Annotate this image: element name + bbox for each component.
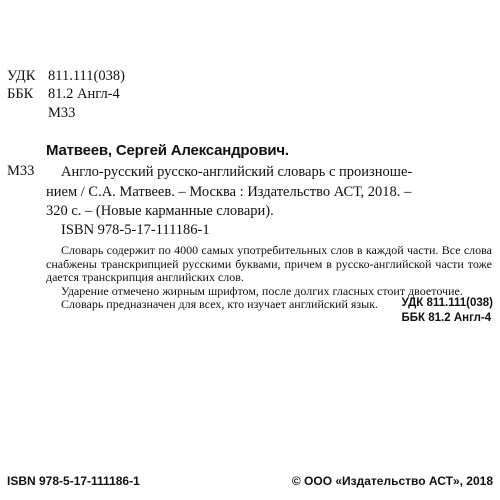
annotation-paragraph-2: Ударение отмечено жирным шрифтом, после долгих гласных стоит двоеточие. [61, 283, 463, 298]
bbk-label: ББК [7, 86, 34, 102]
bibliographic-description [46, 163, 492, 222]
title-line-1: Англо-русский русско-английский словарь с произноше- [61, 164, 413, 180]
udk-code-right: УДК 811.111(038) [401, 297, 493, 309]
isbn-record: ISBN 978-5-17-111186-1 [61, 222, 210, 238]
bbk-value: 81.2 Англ-4 [48, 86, 120, 102]
udk-label: УДК [7, 68, 36, 84]
title-line-3: 320 с. – (Новые карманные словари). [46, 203, 274, 219]
footer-copyright: © ООО «Издательство АСТ», 2018 [291, 474, 493, 488]
title-line-2: нием / С.А. Матвеев. – Москва : Издательство АСТ, 2018. – [46, 183, 412, 200]
author-mark: М33 [48, 105, 76, 121]
udk-value: 811.111(038) [48, 68, 125, 84]
annotation-paragraph-1: Словарь содержит по 4000 самых употребительных слов в каждой части. Все слова снабжены транскрипцией русскими буквами, причем в русско-английской части тоже дается транскрипция английских слов. [46, 243, 492, 285]
author-heading: Матвеев, Сергей Александрович. [46, 142, 289, 159]
author-mark-left: М33 [7, 163, 35, 179]
annotation-paragraph-3: Словарь предназначен для всех, кто изучает английский язык. [61, 297, 379, 312]
bbk-code-right: ББК 81.2 Англ-4 [401, 312, 492, 324]
classification-codes-right [402, 296, 494, 326]
footer-isbn: ISBN 978-5-17-111186-1 [7, 474, 140, 488]
